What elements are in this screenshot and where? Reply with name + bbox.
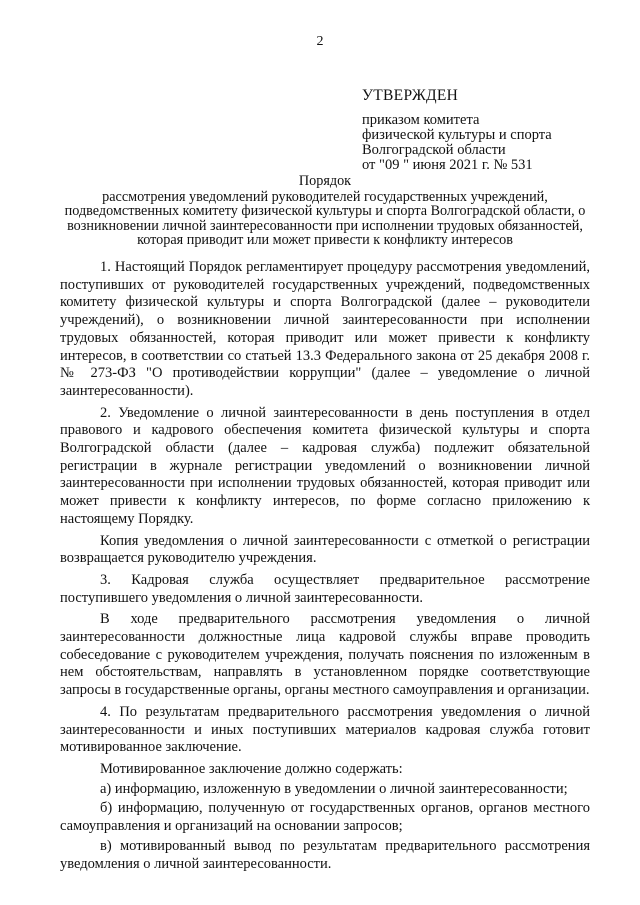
- document-subtitle: рассмотрения уведомлений руководителей государственных учреждений, подведомственных комитету физической культуры и спорта Волгоградской области, о возникновении личной заинтересованности при исполнении трудовых обязанностей, которая приводит или может привести к конфликту интересов: [64, 188, 586, 249]
- document-heading: [60, 174, 590, 248]
- paragraph-item-b: б) информацию, полученную от государственных органов, органов местного самоуправления и организаций на основании запросов;: [60, 800, 590, 835]
- paragraph-4: 4. По результатам предварительного рассмотрения уведомления о личной заинтересованности и иных поступивших материалов кадровая служба готовит мотивированное заключение.: [60, 703, 590, 756]
- approval-line-order: приказом комитета: [362, 112, 480, 128]
- paragraph-item-v: в) мотивированный вывод по результатам предварительного рассмотрения уведомления о личной заинтересованности.: [60, 837, 590, 872]
- paragraph-1: 1. Настоящий Порядок регламентирует процедуру рассмотрения уведомлений, поступивших от руководителей государственных учреждений, подведомственных комитету физической культуры и спорта Волгоградской (далее – руководители учреждений), о возникновении личной заинтересованности при исполнении трудовых обязанностей, которая приводит или может привести к конфликту интересов, в соответствии со статьей 13.3 Федерального закона от 25 декабря 2008 г. № 273-ФЗ "О противодействии коррупции" (далее – уведомление о личной заинтересованности).: [60, 259, 590, 399]
- document-body: [60, 259, 590, 875]
- paragraph-4-contents: Мотивированное заключение должно содержать:: [100, 760, 403, 777]
- page-number: 2: [316, 34, 324, 49]
- document-title: Порядок: [298, 173, 352, 189]
- paragraph-item-a: а) информацию, изложенную в уведомлении о личной заинтересованности;: [100, 780, 568, 797]
- approval-line-date-number: от "09 " июня 2021 г. № 531: [362, 157, 533, 173]
- approval-line-region: Волгоградской области: [362, 142, 506, 158]
- approval-stamp-block: [362, 88, 612, 173]
- paragraph-2: 2. Уведомление о личной заинтересованности в день поступления в отдел правового и кадрового обеспечения комитета физической культуры и спорта Волгоградской области (далее – кадровая служба) подлежит обязательной регистрации в журнале регистрации уведомлений о возникновении личной заинтересованности при исполнении трудовых обязанностей, которая приводит или может привести к конфликту интересов, по форме согласно приложению к настоящему Порядку.: [60, 404, 590, 527]
- paragraph-3: 3. Кадровая служба осуществляет предварительное рассмотрение поступившего уведомления о личной заинтересованности.: [60, 571, 590, 606]
- paragraph-3-details: В ходе предварительного рассмотрения уведомления о личной заинтересованности должностные лица кадровой службы вправе проводить собеседование с руководителем учреждения, получать пояснения по изложенным в нем обстоятельствам, направлять в установленном порядке соответствующие запросы в государственные органы, органы местного самоуправления и организации.: [60, 611, 590, 699]
- approval-line-committee: физической культуры и спорта: [362, 127, 552, 143]
- approved-label: УТВЕРЖДЕН: [362, 87, 459, 104]
- paragraph-2-copy: Копия уведомления о личной заинтересованности с отметкой о регистрации возвращается руководителю учреждения.: [60, 532, 590, 567]
